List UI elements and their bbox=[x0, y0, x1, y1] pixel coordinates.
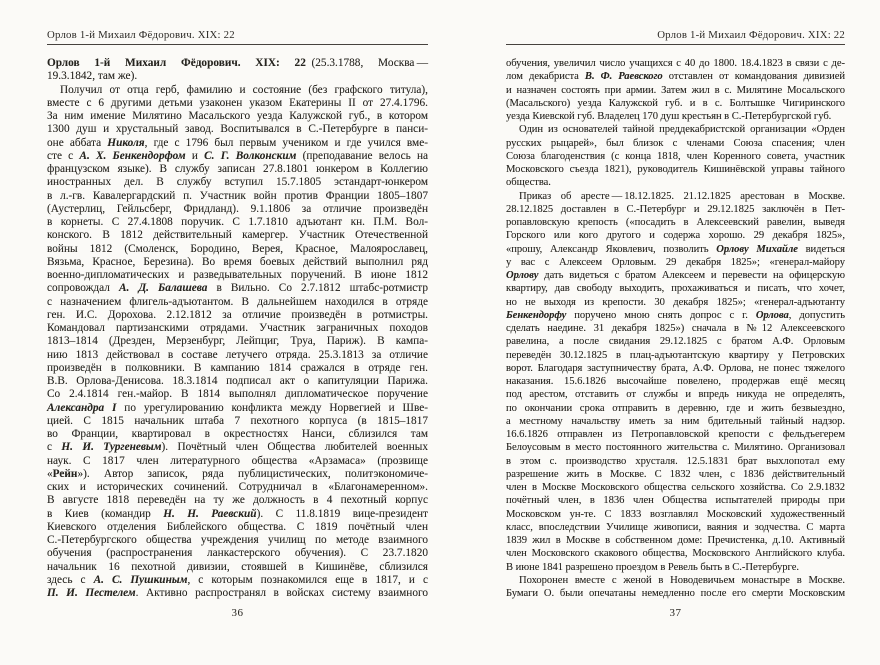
text-line bbox=[47, 110, 428, 123]
left-page bbox=[47, 29, 428, 619]
text-run: общества. bbox=[506, 177, 551, 189]
text-line bbox=[47, 84, 428, 97]
text-line bbox=[506, 243, 845, 256]
text-run: ). Почётный член Общества любителей военных bbox=[161, 441, 428, 454]
text-line bbox=[506, 402, 845, 415]
text-run: Киевского отделения Библейского общества. С 1819 почётный член bbox=[47, 520, 428, 533]
text-run: , где с 1796 был первым учеником и где учился вме- bbox=[144, 136, 428, 149]
text-run: с назначением флигель-адъютантом. В дальнейшем находился в отряде bbox=[47, 295, 428, 308]
emphasized-text: Орлов 1-й Михаил Фёдорович. XIX: 22 bbox=[47, 57, 306, 69]
text-run: (Масальского) уезда Калужской губ. и в с. Болтышке Чигиринского bbox=[506, 97, 845, 109]
text-run: войны 1812 (Смоленск, Бородино, Верея, Красное, Малоярославец, bbox=[47, 242, 428, 255]
text-run: Похоронен вместе с женой в Новодевичьем монастыре в Москве. bbox=[519, 574, 845, 586]
text-line bbox=[47, 508, 428, 521]
text-line bbox=[506, 216, 845, 229]
text-run: 1300 душ и хрустальный завод. Воспитывался в С.-Петербурге в панси- bbox=[47, 123, 428, 136]
text-run: обучения (распространения ланкастерского обучения). С 23.7.1820 bbox=[47, 547, 428, 560]
text-run: 1839 жил в Москве в собственном доме: Пречистенка, д.10. Активный bbox=[506, 535, 845, 546]
text-run: 28.12.1825 доставлен в С.-Петербург и 29.12.1825 заключён в Пет- bbox=[506, 203, 845, 215]
text-run: В.В. Орлова-Денисова. 18.3.1814 подписал акт о капитуляции Парижа. bbox=[47, 375, 428, 387]
page-number-right: 37 bbox=[669, 607, 682, 620]
right-page bbox=[506, 29, 845, 619]
text-run: Московского съезда 1821), руководитель Кишинёвской управы тайного bbox=[506, 164, 845, 175]
text-run: В августе 1818 переведён на ту же должность в 4 пехотный корпус bbox=[47, 494, 428, 507]
text-run: 16.6.1826 отправлен из Петропавловской крепости с фельдъегерем bbox=[506, 429, 845, 440]
text-run: класс, впоследствии Училище живописи, ваяния и зодчества. С марта bbox=[506, 521, 845, 533]
text-line bbox=[506, 481, 845, 494]
text-run: французском языке). В службу записан 27.8.1801 юнкером в Коллегию bbox=[47, 163, 428, 175]
text-line bbox=[506, 176, 845, 189]
text-run: начальник 16 пехотной дивизии, стоявшей в Кишинёве, сблизился bbox=[47, 560, 428, 573]
text-run: иностранных дел. В службу вступил 15.7.1805 эстандарт-юнкером bbox=[47, 176, 428, 189]
text-run: Белоусовым в место постоянного жительства с. Милятино. Организовал bbox=[506, 442, 845, 454]
header-rule-left bbox=[47, 44, 428, 45]
text-run: Один из основателей тайной преддекабристской организации «Орден bbox=[519, 124, 845, 136]
person-name-emphasis: А. С. Пушкиным bbox=[93, 573, 188, 586]
text-line bbox=[506, 296, 845, 309]
text-line bbox=[506, 229, 845, 242]
text-line bbox=[506, 349, 845, 362]
person-name-emphasis: С. Г. Волконским bbox=[204, 149, 297, 162]
text-run: отставлен от командования дивизией bbox=[662, 71, 846, 83]
text-run: «прошу, Александр Яковлевич, позволить bbox=[506, 243, 717, 255]
emphasized-text: Рейн bbox=[52, 467, 78, 480]
person-name-emphasis: А. Х. Бенкендорфом bbox=[79, 149, 186, 162]
text-line bbox=[506, 375, 845, 388]
text-line bbox=[47, 481, 428, 494]
text-line bbox=[506, 494, 845, 507]
text-run: , с которым познакомился еще в 1817, и с bbox=[187, 573, 428, 586]
text-run: За ним имение Милятино Масальского уезда Калужской губ., в котором bbox=[47, 110, 428, 122]
text-run: нию 1813 действовал в составе летучего отряда. 25.3.1813 за отличие bbox=[47, 348, 428, 361]
text-run: , допустить bbox=[788, 309, 845, 321]
text-run: но не выходя из крепости. 30 декабря 1825»; «генерал-адъютанту bbox=[506, 296, 845, 308]
text-line bbox=[506, 97, 845, 110]
text-line bbox=[47, 309, 428, 322]
text-line bbox=[47, 428, 428, 441]
text-line bbox=[47, 190, 428, 203]
text-run: ген. И.С. Дорохова. 2.12.1812 за отличие произведён в ротмистры. bbox=[47, 308, 428, 321]
text-run: . Активно распространял в войсках систему взаимного bbox=[135, 587, 428, 599]
person-name-emphasis: В. Ф. Раевского bbox=[584, 71, 663, 83]
text-run: дать видеться с братом Алексеем и перевести на офицерскую bbox=[538, 270, 845, 281]
text-run: оне аббата bbox=[47, 136, 108, 149]
text-run: военно-дипломатических и разведывательных поручений. В июне 1812 bbox=[47, 269, 428, 281]
text-run: цией. С 1815 начальник штаба 7 пехотного корпуса (в 1815–1817 bbox=[47, 414, 428, 427]
text-line bbox=[47, 256, 428, 269]
text-run: ). С 11.8.1819 вице-президент bbox=[256, 507, 428, 520]
text-line bbox=[47, 561, 428, 574]
text-run: у вас с Алексеем Орловым. 29 декабря 1825»; «генерал-майору bbox=[506, 256, 845, 268]
text-line bbox=[506, 203, 845, 216]
text-line bbox=[506, 428, 845, 441]
text-line bbox=[506, 309, 845, 322]
text-line bbox=[506, 335, 845, 348]
text-run: обучения, увеличил число учащихся с 40 до 1800. 18.4.1823 в связи с де- bbox=[506, 58, 845, 69]
text-run: »). Автор записок, ряда публицистических, политэкономиче- bbox=[77, 467, 428, 480]
text-run: Бумаги О. были опечатаны немедленно после его смерти Московским bbox=[506, 588, 845, 599]
text-run: (преподавание велось на bbox=[296, 149, 429, 162]
text-line bbox=[47, 362, 428, 375]
text-line bbox=[506, 547, 845, 560]
text-run: сопровождал bbox=[47, 282, 120, 295]
person-name-emphasis: Н. Н. Раевский bbox=[163, 507, 257, 520]
text-run: Приказ об аресте — 18.12.1825. 21.12.1825 арестован в Москве. bbox=[519, 190, 845, 202]
text-run: конского. В 1812 действительный камергер. Участник Отечественной bbox=[47, 229, 428, 242]
text-line bbox=[47, 176, 428, 189]
running-header-left: Орлов 1-й Михаил Фёдорович. XIX: 22 bbox=[47, 29, 235, 41]
text-run: разрешение жить в Москве. С 1832 член, с 1836 действительный bbox=[506, 468, 845, 480]
text-line bbox=[506, 468, 845, 481]
text-run: здесь с bbox=[47, 573, 94, 586]
text-run: ворот. Благодаря заступничеству брата, А.Ф. Орлова, не понес тяжелого bbox=[506, 362, 845, 374]
person-name-emphasis: А. Д. Балашева bbox=[119, 282, 208, 295]
text-line bbox=[506, 455, 845, 468]
text-line bbox=[47, 243, 428, 256]
body-text-left bbox=[47, 57, 428, 600]
text-run: сделать наедине. 31 декабря 1825») сначала в №12 Алексеевского bbox=[506, 323, 845, 334]
person-name-emphasis: П. И. Пестелем bbox=[47, 587, 136, 599]
text-run: наказания. 15.6.1826 высочайше повелено, продержав ещё месяц bbox=[506, 376, 845, 387]
text-run: член Московского скакового общества, Московского Английского клуба. bbox=[506, 548, 845, 560]
text-run: лом декабриста bbox=[506, 71, 585, 83]
text-line bbox=[47, 375, 428, 388]
text-run: Горского или кого другого и содержа хорошо. 29 декабря 1825», bbox=[506, 230, 845, 242]
text-line bbox=[47, 587, 428, 600]
text-line bbox=[506, 561, 845, 574]
text-line bbox=[47, 229, 428, 242]
text-run: поручено мною снять допрос с г. bbox=[566, 309, 756, 321]
text-line bbox=[506, 123, 845, 136]
person-name-emphasis: Орлову Михайле bbox=[716, 243, 798, 255]
text-line bbox=[47, 137, 428, 150]
text-line bbox=[47, 203, 428, 216]
text-line bbox=[506, 190, 845, 203]
text-run: В июне 1841 разрешено проездом в Ревель быть в С.-Петербурге. bbox=[506, 561, 799, 573]
running-header-right: Орлов 1-й Михаил Фёдорович. XIX: 22 bbox=[657, 29, 845, 41]
text-run: с bbox=[47, 441, 62, 454]
person-name-emphasis: Николя bbox=[107, 136, 145, 149]
text-line bbox=[47, 282, 428, 295]
text-run: Командовал партизанскими отрядами. Участник заграничных походов bbox=[47, 322, 428, 334]
text-run: Вязьма, Красное, Березина). Во время боевых действий выполнил ряд bbox=[47, 255, 428, 268]
text-line bbox=[506, 574, 845, 587]
text-line bbox=[506, 415, 845, 428]
text-run: ропавловскую крепость («посадить в Алексеевский равелин, выведя bbox=[506, 217, 845, 228]
text-run: во Франции, квартировал в окрестностях Нанси, сблизился там bbox=[47, 428, 428, 440]
text-line bbox=[506, 256, 845, 269]
text-run: равелина, а после свидания 29.12.1825 с братом А.Ф. Орловым bbox=[506, 336, 845, 348]
text-line bbox=[47, 415, 428, 428]
person-name-emphasis: Александра I bbox=[47, 401, 117, 414]
text-run: Со 2.4.1814 ген.-майор. В 1814 выполнял дипломатическое поручение bbox=[47, 388, 428, 401]
text-run: член в Москве Московского общества сельского хозяйства. Со 2.9.1832 bbox=[506, 482, 845, 493]
page-number-left: 36 bbox=[231, 607, 244, 620]
text-line bbox=[506, 84, 845, 97]
text-run: и назначен состоять при армии. Затем жил в с. Милятине Мосальского bbox=[506, 84, 845, 96]
text-line bbox=[47, 296, 428, 309]
text-line bbox=[47, 547, 428, 560]
text-run: квартиру, дав свободу выходить, прохаживаться и писать, что хочет, bbox=[506, 283, 845, 295]
text-line bbox=[47, 468, 428, 481]
text-line bbox=[47, 335, 428, 348]
body-text-right bbox=[506, 57, 845, 600]
text-run: русских рыцарей», был близок с членами Союза спасения; член bbox=[506, 137, 845, 149]
text-run: С.-Петербургского общества учреждения училищ по методе взаимного bbox=[47, 534, 428, 546]
text-run: в Вильно. Со 2.7.1812 штабс-ротмистр bbox=[207, 282, 428, 295]
text-line bbox=[506, 70, 845, 83]
text-run: в корнеты. С 27.4.1808 поручик. С 1.7.1810 адъютант кн. П.М. Вол- bbox=[47, 216, 428, 228]
text-line bbox=[47, 216, 428, 229]
text-run: Получил от отца герб, фамилию и состояние (без графского титула), bbox=[60, 83, 428, 96]
header-rule-right bbox=[506, 44, 845, 45]
text-line bbox=[47, 455, 428, 468]
text-line bbox=[506, 150, 845, 163]
text-line bbox=[47, 70, 428, 83]
text-run: (Аустерлиц, Гейльсберг, Фридланд). 9.1.1806 за отличие произведён bbox=[47, 202, 428, 215]
text-run: произведён в полковники. В кампанию 1814 сражался в отряде ген. bbox=[47, 361, 428, 374]
text-run: наук. С 1817 член литературного общества «Арзамаса» (прозвище bbox=[47, 454, 428, 467]
person-name-emphasis: Бенкендорфу bbox=[506, 309, 567, 321]
text-run: « bbox=[47, 467, 53, 480]
text-run: по окончании срока отправить в деревню, где и жить безвыездно, bbox=[506, 402, 845, 414]
text-line bbox=[47, 534, 428, 547]
text-run: Московском ун-те. С 1833 возглавлял Московский художественный bbox=[506, 508, 845, 520]
text-run: сте с bbox=[47, 149, 80, 162]
text-run: видеться bbox=[797, 243, 845, 255]
text-line bbox=[506, 137, 845, 150]
text-run: почётный член, в 1836 член Общества испытателей природы при bbox=[506, 495, 845, 507]
text-line bbox=[47, 441, 428, 454]
text-run: в Киев (командир bbox=[47, 507, 164, 520]
text-line bbox=[506, 587, 845, 600]
text-line bbox=[47, 57, 428, 70]
text-run: по урегулированию конфликта между Норвегией и Шве- bbox=[116, 401, 428, 414]
text-line bbox=[47, 388, 428, 401]
text-line bbox=[47, 150, 428, 163]
person-name-emphasis: Орлова bbox=[755, 309, 789, 321]
text-run: а местному начальству иметь за ним бдительный тайный надзор. bbox=[506, 415, 845, 427]
text-line bbox=[47, 574, 428, 587]
text-run: вместе с 6 другими детьми узаконен указом Екатерины II от 27.4.1796. bbox=[47, 96, 428, 109]
text-line bbox=[47, 349, 428, 362]
text-line bbox=[47, 163, 428, 176]
text-line bbox=[47, 521, 428, 534]
text-line bbox=[506, 322, 845, 335]
text-line bbox=[47, 269, 428, 282]
text-run: и bbox=[185, 149, 205, 162]
text-line bbox=[506, 508, 845, 521]
text-line bbox=[47, 97, 428, 110]
text-run: в л.-гв. Кавалергардский п. Участник войн против Франции 1805–1807 bbox=[47, 189, 428, 202]
text-line bbox=[506, 269, 845, 282]
text-run: в этом с. производство хрусталя. 12.5.1831 брат выхлопотал ему bbox=[506, 455, 845, 467]
text-line bbox=[506, 441, 845, 454]
text-line bbox=[506, 388, 845, 401]
text-line bbox=[47, 123, 428, 136]
text-line bbox=[47, 402, 428, 415]
text-line bbox=[506, 521, 845, 534]
text-line bbox=[506, 362, 845, 375]
text-line bbox=[506, 163, 845, 176]
text-line bbox=[47, 494, 428, 507]
text-line bbox=[506, 57, 845, 70]
text-run: переведён 30.12.1825 в плац-адъютантскую квартиру у Петровских bbox=[506, 349, 845, 361]
text-run: (25.3.1788, Москва — bbox=[305, 57, 429, 69]
text-run: 1813–1814 (Дрезден, Мерзенбург, Лейпциг, Труа, Париж). В кампа- bbox=[47, 335, 428, 348]
text-run: ских и исторических сочинений. Сотрудничал в «Благонамеренном». bbox=[47, 481, 428, 493]
text-line bbox=[506, 282, 845, 295]
text-line bbox=[506, 110, 845, 123]
person-name-emphasis: Орлову bbox=[506, 270, 539, 281]
text-line bbox=[47, 322, 428, 335]
text-run: Союза благоденствия (с конца 1818, член Коренного совета, участник bbox=[506, 150, 845, 162]
text-run: под арестом, отставить от службы и впредь никуда не определять, bbox=[506, 389, 845, 401]
text-line bbox=[506, 534, 845, 547]
text-run: 19.3.1842, там же). bbox=[47, 70, 138, 83]
person-name-emphasis: Н. И. Тургеневым bbox=[61, 441, 162, 454]
text-run: уезда Киевской губ. Владелец 170 душ крестьян в С.-Петербургской губ. bbox=[506, 111, 832, 122]
